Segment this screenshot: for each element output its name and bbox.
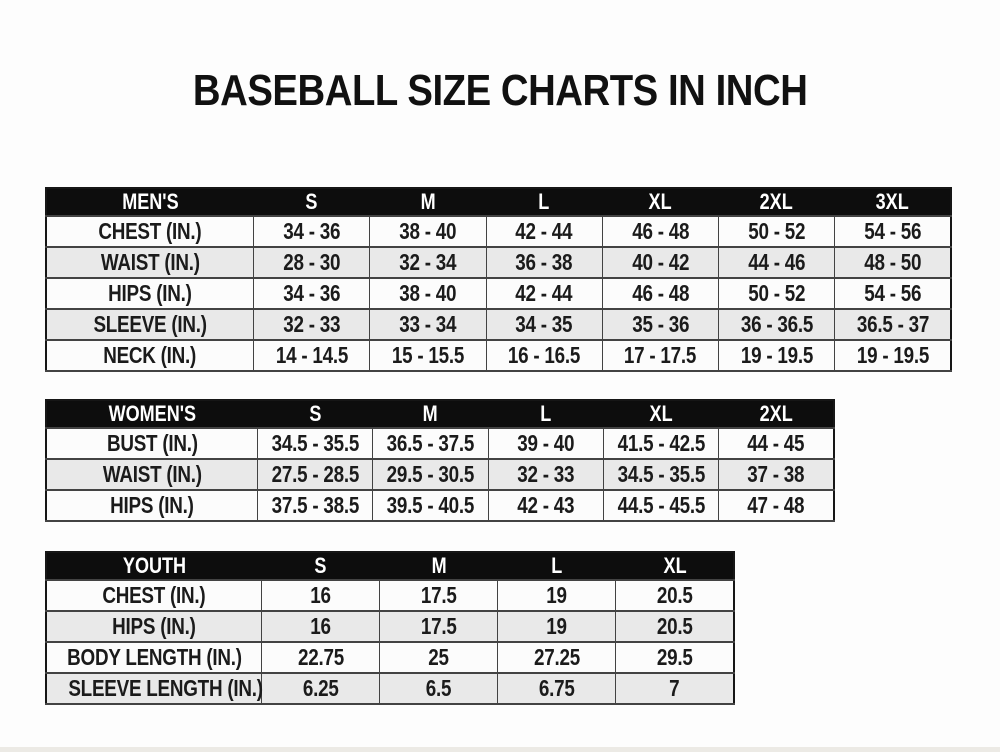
size-value: 19 - 19.5 xyxy=(740,342,813,368)
size-value-cell xyxy=(262,580,380,611)
size-value: 6.25 xyxy=(302,675,339,701)
size-value: 38 - 40 xyxy=(399,218,457,244)
size-value: 34.5 - 35.5 xyxy=(617,461,705,487)
size-value-cell xyxy=(719,278,835,309)
size-value-cell xyxy=(719,216,835,247)
size-value: 17 - 17.5 xyxy=(624,342,697,368)
size-value: 14 - 14.5 xyxy=(275,342,348,368)
youth-column-header-cell xyxy=(380,552,498,580)
row-label-cell xyxy=(46,340,254,371)
row-label-cell xyxy=(46,247,254,278)
mens-table-row xyxy=(46,247,951,278)
row-label: WAIST (IN.) xyxy=(102,461,202,487)
size-value-cell xyxy=(254,247,370,278)
header-label: YOUTH xyxy=(122,553,186,578)
size-value: 29.5 - 30.5 xyxy=(386,461,475,487)
size-value-cell xyxy=(254,309,370,340)
size-value: 36 - 38 xyxy=(515,249,573,275)
youth-column-header-cell xyxy=(498,552,616,580)
size-value: 17.5 xyxy=(420,582,457,608)
row-label: HIPS (IN.) xyxy=(110,492,194,518)
size-value-cell xyxy=(380,642,498,673)
size-value: 54 - 56 xyxy=(864,280,922,306)
youth-column-header-cell xyxy=(262,552,380,580)
size-value-cell xyxy=(835,216,951,247)
size-value: 15 - 15.5 xyxy=(391,342,464,368)
header-label: MEN'S xyxy=(121,189,179,214)
page-title xyxy=(0,66,1000,115)
size-value: 38 - 40 xyxy=(399,280,457,306)
header-label: S xyxy=(309,401,322,426)
mens-table-title-cell xyxy=(46,188,254,216)
size-value: 16 xyxy=(310,582,331,608)
size-value: 32 - 33 xyxy=(283,311,341,337)
size-value-cell xyxy=(370,309,486,340)
size-value: 42 - 43 xyxy=(517,492,575,518)
size-value: 44 - 45 xyxy=(747,430,805,456)
size-value-cell xyxy=(486,216,602,247)
size-value: 54 - 56 xyxy=(864,218,922,244)
row-label-cell xyxy=(46,580,262,611)
size-value-cell xyxy=(602,340,718,371)
size-value: 46 - 48 xyxy=(631,218,689,244)
size-value: 29.5 xyxy=(656,644,693,670)
size-value-cell xyxy=(498,611,616,642)
size-value-cell xyxy=(603,459,718,490)
row-label-cell xyxy=(46,673,262,704)
header-label: 3XL xyxy=(876,189,910,214)
size-value-cell xyxy=(488,459,603,490)
header-label: S xyxy=(314,553,327,578)
size-value: 27.5 - 28.5 xyxy=(271,461,359,487)
row-label: NECK (IN.) xyxy=(103,342,197,368)
header-label: S xyxy=(305,189,318,214)
size-value: 39.5 - 40.5 xyxy=(386,492,475,518)
header-label: M xyxy=(422,401,438,426)
size-value-cell xyxy=(486,309,602,340)
womens-size-table xyxy=(45,399,835,522)
mens-column-header-cell xyxy=(602,188,718,216)
header-label: M xyxy=(431,553,447,578)
size-value: 16 - 16.5 xyxy=(508,342,581,368)
womens-column-header-cell xyxy=(719,400,834,428)
size-value: 32 - 34 xyxy=(399,249,457,275)
size-value: 7 xyxy=(669,675,680,701)
header-label: XL xyxy=(649,401,673,426)
size-value: 28 - 30 xyxy=(283,249,341,275)
mens-column-header-cell xyxy=(486,188,602,216)
size-value-cell xyxy=(616,611,734,642)
youth-table-title-cell xyxy=(46,552,262,580)
size-value-cell xyxy=(373,428,488,459)
size-value: 35 - 36 xyxy=(631,311,689,337)
size-value-cell xyxy=(602,309,718,340)
size-value-cell xyxy=(616,642,734,673)
size-value-cell xyxy=(262,611,380,642)
size-value: 33 - 34 xyxy=(399,311,457,337)
header-label: WOMEN'S xyxy=(108,401,196,426)
page-title-text: BASEBALL SIZE CHARTS IN INCH xyxy=(192,66,808,115)
size-value: 37.5 - 38.5 xyxy=(271,492,359,518)
size-value-cell xyxy=(486,247,602,278)
header-label: M xyxy=(420,189,436,214)
size-value-cell xyxy=(486,340,602,371)
row-label: BODY LENGTH (IN.) xyxy=(66,644,242,670)
size-value-cell xyxy=(488,428,603,459)
size-value-cell xyxy=(370,278,486,309)
size-value: 19 xyxy=(546,582,568,608)
womens-column-header-cell xyxy=(603,400,718,428)
row-label-cell xyxy=(46,428,258,459)
size-value-cell xyxy=(380,611,498,642)
size-value-cell xyxy=(616,673,734,704)
womens-column-header-cell xyxy=(373,400,488,428)
size-value: 36.5 - 37 xyxy=(856,311,929,337)
size-value-cell xyxy=(373,490,488,521)
size-value: 36.5 - 37.5 xyxy=(386,430,475,456)
row-label-cell xyxy=(46,278,254,309)
size-value-cell xyxy=(602,216,718,247)
mens-table-row xyxy=(46,309,951,340)
size-value: 44 - 46 xyxy=(748,249,806,275)
row-label: WAIST (IN.) xyxy=(100,249,200,275)
size-value-cell xyxy=(380,580,498,611)
youth-table-row xyxy=(46,642,734,673)
youth-column-header-cell xyxy=(616,552,734,580)
row-label: BUST (IN.) xyxy=(106,430,198,456)
row-label: CHEST (IN.) xyxy=(98,218,202,244)
mens-column-header-cell xyxy=(370,188,486,216)
womens-column-header-cell xyxy=(258,400,373,428)
womens-column-header-cell xyxy=(488,400,603,428)
size-value: 42 - 44 xyxy=(515,218,573,244)
size-value: 34 - 36 xyxy=(283,280,341,306)
size-value-cell xyxy=(254,340,370,371)
photo-bottom-edge xyxy=(0,747,1000,752)
size-value: 19 xyxy=(546,613,568,639)
size-value-cell xyxy=(719,459,834,490)
mens-size-table xyxy=(45,187,952,372)
header-label: XL xyxy=(663,553,687,578)
womens-table-row xyxy=(46,459,834,490)
size-value-cell xyxy=(258,459,373,490)
size-value: 37 - 38 xyxy=(747,461,805,487)
size-value: 42 - 44 xyxy=(515,280,573,306)
size-value: 22.75 xyxy=(297,644,344,670)
size-value: 34 - 35 xyxy=(515,311,573,337)
header-label: 2XL xyxy=(759,401,793,426)
size-value: 50 - 52 xyxy=(748,280,806,306)
size-value-cell xyxy=(719,309,835,340)
size-value: 19 - 19.5 xyxy=(856,342,929,368)
size-value-cell xyxy=(719,247,835,278)
size-value: 48 - 50 xyxy=(864,249,922,275)
header-label: L xyxy=(538,189,550,214)
size-value: 40 - 42 xyxy=(631,249,689,275)
womens-table-row xyxy=(46,428,834,459)
youth-table-row xyxy=(46,673,734,704)
size-value-cell xyxy=(603,428,718,459)
row-label-cell xyxy=(46,611,262,642)
size-value: 6.75 xyxy=(538,675,575,701)
size-value-cell xyxy=(603,490,718,521)
row-label: SLEEVE (IN.) xyxy=(93,311,207,337)
youth-size-table xyxy=(45,551,735,705)
row-label-cell xyxy=(46,459,258,490)
size-value: 34 - 36 xyxy=(283,218,341,244)
size-value: 47 - 48 xyxy=(747,492,805,518)
size-value-cell xyxy=(719,340,835,371)
size-value-cell xyxy=(370,247,486,278)
size-value: 25 xyxy=(428,644,449,670)
mens-table-row xyxy=(46,278,951,309)
size-value-cell xyxy=(498,642,616,673)
size-value-cell xyxy=(380,673,498,704)
size-value-cell xyxy=(488,490,603,521)
size-value-cell xyxy=(835,278,951,309)
size-value-cell xyxy=(498,673,616,704)
size-value: 6.5 xyxy=(425,675,452,701)
size-value-cell xyxy=(486,278,602,309)
mens-table-row xyxy=(46,340,951,371)
size-value-cell xyxy=(262,642,380,673)
size-value-cell xyxy=(616,580,734,611)
header-label: XL xyxy=(648,189,672,214)
row-label: HIPS (IN.) xyxy=(108,280,192,306)
size-value-cell xyxy=(370,340,486,371)
mens-column-header-cell xyxy=(719,188,835,216)
header-label: L xyxy=(540,401,552,426)
header-label: 2XL xyxy=(760,189,794,214)
size-value: 36 - 36.5 xyxy=(740,311,813,337)
youth-table-row xyxy=(46,580,734,611)
size-value-cell xyxy=(258,490,373,521)
size-value: 39 - 40 xyxy=(517,430,575,456)
size-value-cell xyxy=(835,247,951,278)
size-value-cell xyxy=(602,247,718,278)
size-value: 46 - 48 xyxy=(631,280,689,306)
size-value-cell xyxy=(835,309,951,340)
size-value: 20.5 xyxy=(656,582,693,608)
size-value-cell xyxy=(602,278,718,309)
womens-table-row xyxy=(46,490,834,521)
youth-table-row xyxy=(46,611,734,642)
size-value-cell xyxy=(254,216,370,247)
mens-column-header-cell xyxy=(835,188,951,216)
mens-table-row xyxy=(46,216,951,247)
size-value-cell xyxy=(262,673,380,704)
size-value: 50 - 52 xyxy=(748,218,806,244)
size-value-cell xyxy=(254,278,370,309)
size-value: 17.5 xyxy=(420,613,457,639)
size-value-cell xyxy=(835,340,951,371)
size-value-cell xyxy=(498,580,616,611)
size-value: 44.5 - 45.5 xyxy=(617,492,705,518)
row-label-cell xyxy=(46,309,254,340)
row-label: HIPS (IN.) xyxy=(112,613,196,639)
header-label: L xyxy=(551,553,563,578)
row-label: SLEEVE LENGTH (IN.) xyxy=(68,675,263,701)
womens-table-title-cell xyxy=(46,400,258,428)
size-value-cell xyxy=(719,490,834,521)
size-value-cell xyxy=(370,216,486,247)
size-value: 34.5 - 35.5 xyxy=(271,430,359,456)
size-value-cell xyxy=(719,428,834,459)
size-value: 20.5 xyxy=(656,613,693,639)
size-value-cell xyxy=(258,428,373,459)
mens-column-header-cell xyxy=(254,188,370,216)
size-value: 41.5 - 42.5 xyxy=(617,430,705,456)
row-label-cell xyxy=(46,216,254,247)
row-label-cell xyxy=(46,642,262,673)
size-value-cell xyxy=(373,459,488,490)
size-value: 16 xyxy=(310,613,331,639)
size-value: 32 - 33 xyxy=(517,461,575,487)
row-label-cell xyxy=(46,490,258,521)
size-value: 27.25 xyxy=(533,644,580,670)
row-label: CHEST (IN.) xyxy=(102,582,206,608)
